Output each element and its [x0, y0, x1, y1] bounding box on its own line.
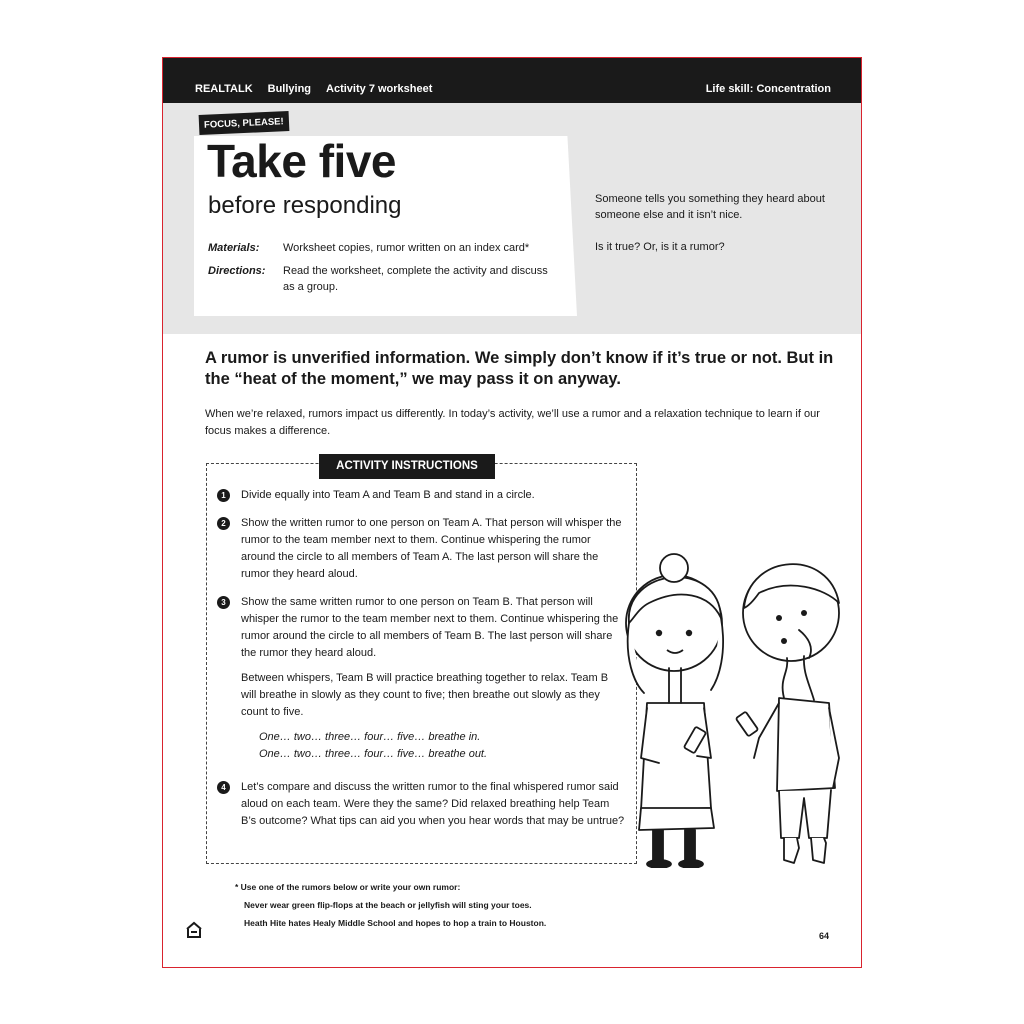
crumb-activity: Activity 7 worksheet [326, 83, 433, 95]
header-bar [163, 58, 861, 103]
intro-line-1: Someone tells you something they heard about someone else and it isn’t nice. [595, 193, 825, 221]
page-number: 64 [818, 931, 829, 941]
count-in: One… two… three… four… five… breathe in. [259, 731, 481, 743]
intro-text [595, 191, 840, 255]
intro-line-2: Is it true? Or, is it a rumor? [595, 241, 725, 253]
headline: A rumor is unverified information. We simply don’t know if it’s true or not. But in the “heat of the moment,” we may pass it on anyway. [205, 349, 834, 388]
page-title: Take five [207, 135, 396, 187]
materials-value: Worksheet copies, rumor written on an index card* [283, 242, 530, 254]
footnote-rumor-2: Heath Hite hates Healy Middle School and hopes to hop a train to Houston. [244, 918, 547, 928]
step-number: 2 [217, 517, 230, 530]
footnote-intro: * Use one of the rumors below or write your own rumor: [235, 882, 461, 892]
step-number: 3 [217, 596, 230, 609]
step-text: Let’s compare and discuss the written rumor to the final whispered rumor said aloud on each team. Were they the same? Did relaxed breathing help Team B’s outcome? What tips can aid you when you hear words that may be untrue? [241, 781, 625, 827]
breathing-instructions: Between whispers, Team B will practice breathing together to relax. Team B will breathe in slowly as they count to five; then breathe out slowly as they count to five. [241, 672, 609, 718]
step-text: Show the same written rumor to one person on Team B. That person will whisper the rumor to the team member next to them. Continue whispering the rumor around the circle to all members of Team B. The last person will share the rumor they heard aloud. [241, 596, 619, 659]
description: When we’re relaxed, rumors impact us differently. In today’s activity, we’ll use a rumor and a relaxation technique to learn if our focus makes a difference. [205, 408, 820, 437]
materials-label: Materials: [208, 242, 260, 254]
life-skill-label: Life skill: Concentration [705, 83, 831, 95]
directions-value: Read the worksheet, complete the activity and discuss as a group. [283, 265, 548, 293]
step-text: Show the written rumor to one person on Team A. That person will whisper the rumor to the team member next to them. Continue whispering the rumor around the circle to all members of Team A. The last person will share the rumor they heard aloud. [241, 517, 622, 580]
count-out: One… two… three… four… five… breathe out. [259, 748, 488, 760]
footnote-rumor-1: Never wear green flip-flops at the beach or jellyfish will sting your toes. [244, 900, 532, 910]
breadcrumb [195, 83, 432, 95]
worksheet-page [162, 57, 862, 968]
home-logo-icon [185, 921, 203, 939]
two-kids-with-phones-illustration [619, 508, 844, 868]
step-text: Divide equally into Team A and Team B and stand in a circle. [241, 489, 535, 501]
step-number: 1 [217, 489, 230, 502]
crumb-program: REALTALK [195, 83, 253, 95]
page-subtitle: before responding [208, 192, 402, 219]
crumb-topic: Bullying [267, 83, 312, 95]
step-number: 4 [217, 781, 230, 794]
activity-title: ACTIVITY INSTRUCTIONS [319, 454, 495, 479]
directions-label: Directions: [208, 265, 266, 277]
focus-tag: FOCUS, PLEASE! [199, 111, 289, 135]
